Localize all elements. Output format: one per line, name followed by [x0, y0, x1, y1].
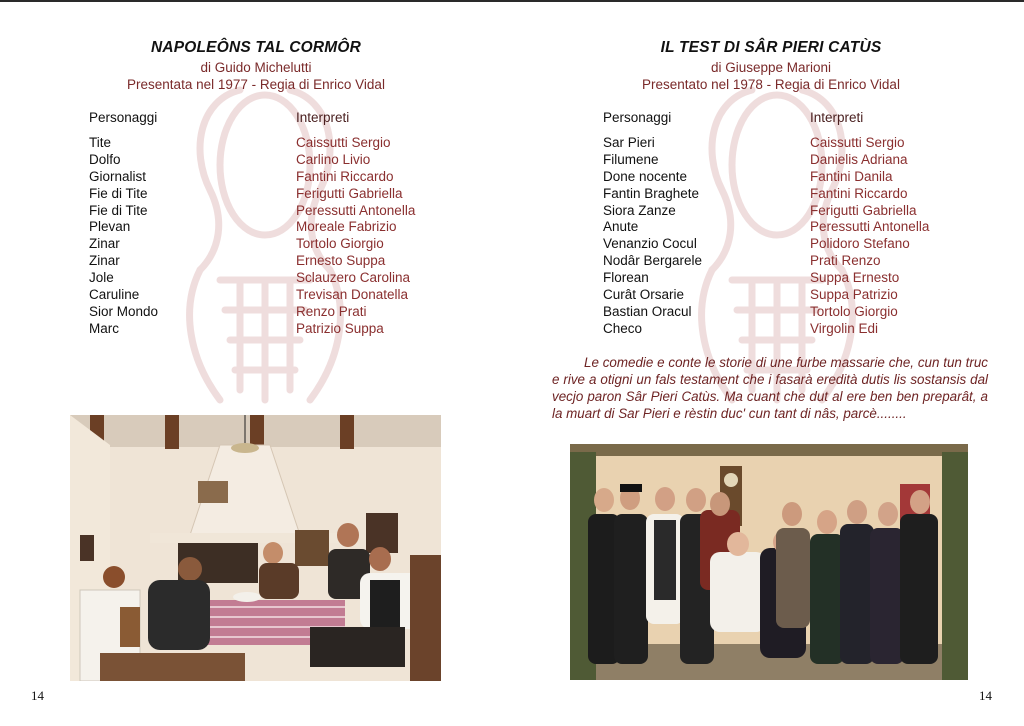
cast-header: [89, 110, 415, 127]
cast-row: [603, 203, 929, 220]
cast-row: [89, 270, 415, 287]
actor-name: Fantini Riccardo: [296, 168, 394, 184]
character-name: Sar Pieri: [603, 134, 655, 150]
actor-name: Carlino Livio: [296, 151, 371, 167]
actor-name: Moreale Fabrizio: [296, 219, 397, 235]
character-name: Bastian Oracul: [603, 303, 692, 319]
actor-name: Ferigutti Gabriella: [810, 202, 917, 218]
character-name: Curât Orsarie: [603, 287, 685, 303]
actor-name: Suppa Patrizio: [810, 287, 898, 303]
actor-name: Caissutti Sergio: [296, 134, 391, 150]
cast-row: [603, 253, 929, 270]
character-name: Zinar: [89, 236, 120, 252]
cast-row: [603, 304, 929, 321]
cast-row: [89, 304, 415, 321]
cast-list: [603, 110, 929, 338]
cast-row: [89, 152, 415, 169]
actor-name: Ernesto Suppa: [296, 253, 386, 269]
cast-row: [89, 203, 415, 220]
character-name: Dolfo: [89, 151, 121, 167]
actor-name: Fantini Danila: [810, 168, 893, 184]
cast-row: [603, 321, 929, 338]
character-name: Florean: [603, 270, 649, 286]
character-name: Venanzio Cocul: [603, 236, 697, 252]
cast-row: [603, 186, 929, 203]
cast-row: [603, 135, 929, 152]
character-name: Checo: [603, 320, 643, 336]
page-number-left: 14: [31, 688, 44, 703]
character-name: Fie di Tite: [89, 185, 148, 201]
actor-name: Sclauzero Carolina: [296, 270, 411, 286]
character-name: Fantin Braghete: [603, 185, 700, 201]
character-name: Sior Mondo: [89, 303, 159, 319]
right-page: [512, 0, 1024, 726]
cast-row: [603, 270, 929, 287]
character-name: Tite: [89, 134, 112, 150]
actor-name: Tortolo Giorgio: [810, 303, 898, 319]
character-name: Done nocente: [603, 168, 688, 184]
play-presentation: Presentata nel 1977 - Regia di Enrico Vidal: [127, 77, 385, 92]
cast-row: [603, 219, 929, 236]
header-actor: Interpreti: [810, 110, 864, 125]
cast-row: [89, 186, 415, 203]
actor-name: Renzo Prati: [296, 303, 367, 319]
actor-name: Tortolo Giorgio: [296, 236, 384, 252]
cast-row: [89, 135, 415, 152]
page-number-right: 14: [979, 688, 992, 703]
character-name: Siora Zanze: [603, 202, 676, 218]
cast-row: [603, 287, 929, 304]
stage-photo-right: [570, 444, 968, 680]
actor-name: Peressutti Antonella: [296, 202, 416, 218]
character-name: Giornalist: [89, 168, 147, 184]
character-name: Plevan: [89, 219, 131, 235]
actor-name: Caissutti Sergio: [810, 134, 905, 150]
character-name: Marc: [89, 320, 119, 336]
actor-name: Peressutti Antonella: [810, 219, 930, 235]
cast-row: [89, 169, 415, 186]
play-author: di Guido Michelutti: [200, 60, 312, 75]
cast-list: [89, 110, 415, 338]
cast-row: [89, 236, 415, 253]
character-name: Jole: [89, 270, 114, 286]
cast-row: [89, 253, 415, 270]
actor-name: Trevisan Donatella: [296, 287, 409, 303]
character-name: Anute: [603, 219, 639, 235]
character-name: Zinar: [89, 253, 120, 269]
header-role: Personaggi: [89, 110, 158, 125]
cast-row: [603, 236, 929, 253]
actor-name: Ferigutti Gabriella: [296, 185, 403, 201]
cast-header: [603, 110, 929, 127]
synopsis: Le comedie e conte le storie di une furbe massarie che, cun tun truc e rive a otigni un fals testament che i fasarà eredità dutis lis sostansis dal vecjo paron Sâr Pieri Catùs. Ma cuant che dut al ere ben ben preparât, a la muart di Sar Pieri e rèstin duc' cun tant di nâs, parcè........: [552, 355, 988, 421]
play-author: di Giuseppe Marioni: [710, 60, 832, 75]
actor-name: Prati Renzo: [810, 253, 881, 269]
header-role: Personaggi: [603, 110, 672, 125]
cast-row: [603, 169, 929, 186]
header-actor: Interpreti: [296, 110, 350, 125]
play-title: NAPOLEÔNS TAL CORMÔR: [150, 39, 362, 56]
cast-row: [89, 287, 415, 304]
actor-name: Suppa Ernesto: [810, 270, 900, 286]
cast-row: [89, 219, 415, 236]
stage-photo-left: [70, 415, 441, 681]
actor-name: Danielis Adriana: [810, 151, 908, 167]
play-title: IL TEST DI SÂR PIERI CATÙS: [660, 39, 882, 56]
character-name: Caruline: [89, 287, 140, 303]
character-name: Fie di Tite: [89, 202, 148, 218]
cast-row: [89, 321, 415, 338]
cast-row: [603, 152, 929, 169]
character-name: Nodâr Bergarele: [603, 253, 703, 269]
actor-name: Patrizio Suppa: [296, 320, 384, 336]
character-name: Filumene: [603, 151, 659, 167]
actor-name: Virgolin Edi: [810, 320, 879, 336]
actor-name: Polidoro Stefano: [810, 236, 910, 252]
play-presentation: Presentato nel 1978 - Regia di Enrico Vidal: [642, 77, 900, 92]
actor-name: Fantini Riccardo: [810, 185, 908, 201]
